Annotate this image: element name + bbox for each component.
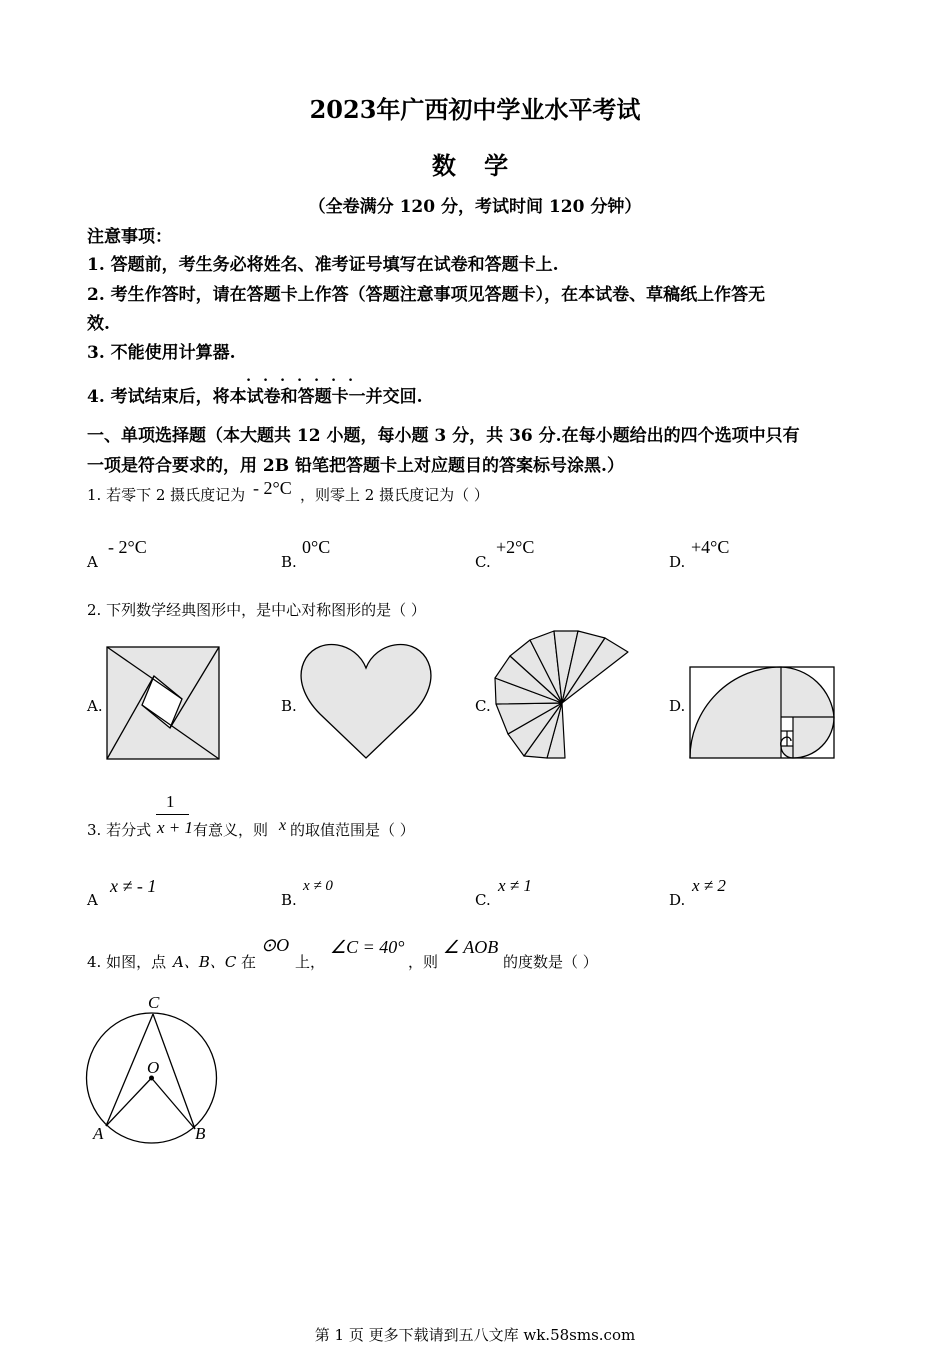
q3-option-b-label[interactable]: B. (281, 891, 297, 909)
section1-heading-line2: 一项是符合要求的，用 2B 铅笔把答题卡上对应题目的答案标号涂黑.） (87, 456, 624, 476)
fraction-bar (156, 814, 189, 815)
note-item-2-cont: 效. (87, 314, 110, 334)
q1-option-c-label[interactable]: C. (475, 553, 491, 571)
question-1-expr: - 2°C (253, 478, 292, 498)
question-3-prefix: 3. 若分式 (87, 821, 152, 839)
question-3-suffix-b: 的取值范围是（ ） (290, 821, 415, 839)
exam-title: 2023年广西初中学业水平考试 (309, 95, 641, 124)
question-1-prefix: 1. 若零下 2 摄氏度记为 (87, 486, 246, 504)
point-a-label: A (93, 1124, 104, 1143)
q2-option-a-label[interactable]: A. (87, 697, 103, 715)
section1-heading-line1: 一、单项选择题（本大题共 12 小题，每小题 3 分，共 36 分.在每小题给出的四个选项中只有 (87, 426, 800, 446)
q2-option-b-label[interactable]: B. (281, 697, 297, 715)
q3-denominator: x + 1 (157, 818, 194, 837)
q1-option-a-label[interactable]: A (87, 553, 98, 571)
question-1-suffix: ，则零上 2 摄氏度记为（ ） (300, 486, 489, 504)
question-4-then: ，则 (408, 953, 439, 971)
q1-option-b-label[interactable]: B. (281, 553, 297, 571)
note-item-1: 1. 答题前，考生务必将姓名、准考证号填写在试卷和答题卡上. (87, 255, 559, 275)
question-4-on: 上， (295, 953, 326, 971)
heart-figure (300, 638, 432, 760)
q2-option-d-label[interactable]: D. (669, 697, 686, 715)
notes-heading: 注意事项： (87, 227, 172, 247)
spiral-of-theodorus-figure (490, 628, 632, 760)
q1-option-b-value: 0°C (302, 537, 331, 557)
golden-spiral-figure (688, 665, 838, 761)
point-b-label: B (195, 1124, 206, 1143)
q3-option-a-value: x ≠ - 1 (110, 876, 157, 896)
q3-option-d-value: x ≠ 2 (692, 876, 726, 895)
note-item-2: 2. 考生作答时，请在答题卡上作答（答题注意事项见答题卡），在本试卷、草稿纸上作答无 (87, 285, 766, 305)
question-2-text: 2. 下列数学经典图形中，是中心对称图形的是（ ） (87, 601, 426, 619)
note-item-4: 4. 考试结束后，将本试卷和答题卡一并交回. (87, 387, 423, 407)
emphasis-dots: . . . . . . . (246, 369, 353, 385)
question-4-in: 在 (241, 953, 257, 971)
q3-numerator: 1 (166, 792, 175, 811)
q1-option-d-value: +4°C (691, 537, 730, 557)
pinwheel-square-figure (106, 646, 221, 760)
point-o-label: O (147, 1058, 160, 1077)
q2-option-c-label[interactable]: C. (475, 697, 491, 715)
note-item-3: 3. 不能使用计算器. (87, 343, 236, 363)
q3-option-c-label[interactable]: C. (475, 891, 491, 909)
q1-option-a-value: - 2°C (108, 537, 147, 557)
q1-option-c-value: +2°C (496, 537, 535, 557)
q1-option-d-label[interactable]: D. (669, 553, 686, 571)
page-footer: 第 1 页 更多下载请到五八文库 wk.58sms.com (314, 1326, 636, 1344)
question-4-angle: ∠C = 40° (330, 937, 405, 957)
question-4-target: ∠ AOB (443, 937, 499, 957)
q3-option-d-label[interactable]: D. (669, 891, 686, 909)
q3-option-c-value: x ≠ 1 (498, 876, 532, 895)
question-3-suffix-a: 有意义，则 (193, 821, 269, 839)
point-c-label: C (148, 993, 160, 1012)
question-4-suffix: 的度数是（ ） (503, 953, 598, 971)
question-4-circle: ⊙O (261, 935, 290, 955)
q3-option-b-value: x ≠ 0 (303, 878, 333, 894)
question-4-points: A、B、C (173, 953, 237, 971)
q3-option-a-label[interactable]: A (87, 891, 98, 909)
question-4-prefix: 4. 如图，点 (87, 953, 167, 971)
subject-title: 数 学 (431, 151, 519, 180)
exam-meta: （全卷满分 120 分，考试时间 120 分钟） (308, 197, 642, 217)
question-3-var: x (279, 817, 287, 834)
